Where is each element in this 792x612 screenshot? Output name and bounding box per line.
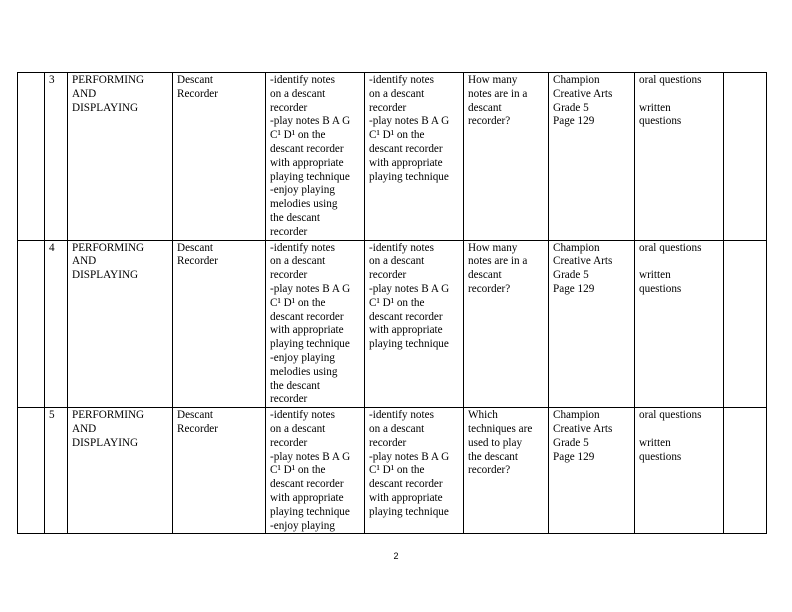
cell-line: Grade 5 (553, 269, 589, 282)
cell-line: Grade 5 (553, 436, 589, 449)
cell-line (639, 423, 719, 437)
cell-line: AND (72, 87, 97, 100)
cell-line: notes are in a (468, 255, 528, 268)
table-row (18, 408, 767, 534)
cell-line: 3 (49, 74, 55, 86)
cell-line: playing technique (369, 505, 449, 518)
cell-learning-experiences (365, 408, 464, 534)
cell-resources (549, 240, 635, 408)
cell-line: on a descant (270, 255, 326, 268)
cell-line: PERFORMING (72, 409, 145, 422)
cell-week (45, 240, 68, 408)
cell-line: 5 (49, 409, 55, 422)
cell-line: C¹ D¹ on the (369, 129, 425, 142)
cell-line: recorder (369, 101, 407, 114)
cell-line: playing technique (369, 170, 449, 183)
cell-line: recorder (270, 393, 308, 406)
cell-line: the descant (468, 450, 519, 463)
cell-line: notes are in a (468, 87, 528, 100)
cell-line: questions (639, 115, 682, 128)
cell-assessment (635, 408, 724, 534)
cell-line: with appropriate (270, 156, 344, 169)
cell-line: recorder (369, 436, 407, 449)
cell-line: recorder? (468, 282, 511, 295)
cell-line: recorder (270, 436, 308, 449)
cell-learning-experiences (365, 73, 464, 241)
cell-resources (549, 73, 635, 241)
cell-line: Recorder (177, 422, 218, 435)
cell-specific-outcomes (266, 73, 365, 241)
cell-line: -play notes B A G (270, 282, 351, 295)
cell-specific-outcomes (266, 408, 365, 534)
cell-line: descant recorder (270, 478, 344, 491)
cell-line: descant recorder (369, 142, 443, 155)
cell-line: on a descant (369, 422, 425, 435)
cell-line: How many (468, 74, 518, 86)
cell-line: oral questions (639, 74, 702, 86)
cell-line: written (639, 436, 671, 449)
cell-line: -play notes B A G (369, 282, 450, 295)
cell-remarks (724, 408, 767, 534)
cell-line: -identify notes (270, 409, 335, 422)
cell-line: C¹ D¹ on the (270, 296, 326, 309)
cell-line: the descant (270, 211, 321, 224)
cell-line: descant (468, 269, 502, 282)
cell-line: playing technique (270, 505, 350, 518)
cell-learning-experiences (365, 240, 464, 408)
cell-line: Page 129 (553, 450, 595, 463)
cell-line: with appropriate (369, 491, 443, 504)
cell-line: -identify notes (369, 74, 434, 86)
cell-assessment (635, 240, 724, 408)
cell-line: descant recorder (369, 478, 443, 491)
table-body (18, 73, 767, 534)
cell-line: with appropriate (270, 324, 344, 337)
table-row (18, 73, 767, 241)
cell-key-inquiry-question (464, 73, 549, 241)
cell-line: Page 129 (553, 282, 595, 295)
cell-line: descant recorder (270, 310, 344, 323)
cell-line: 4 (49, 241, 55, 254)
cell-line: -play notes B A G (270, 450, 351, 463)
cell-line: DISPLAYING (72, 101, 139, 114)
cell-week (45, 408, 68, 534)
cell-remarks (724, 73, 767, 241)
cell-line: the descant (270, 379, 321, 392)
cell-blank (18, 240, 45, 408)
cell-assessment (635, 73, 724, 241)
cell-line: Creative Arts (553, 255, 613, 268)
cell-line: AND (72, 422, 97, 435)
cell-line: Which (468, 409, 498, 422)
cell-line: DISPLAYING (72, 436, 139, 449)
cell-line: Recorder (177, 255, 218, 268)
cell-line: Descant (177, 74, 214, 86)
cell-line: Champion (553, 74, 600, 86)
cell-line: recorder (270, 225, 308, 238)
cell-line: recorder (369, 269, 407, 282)
cell-line: recorder? (468, 464, 511, 477)
cell-line: PERFORMING (72, 74, 145, 86)
cell-line (639, 88, 719, 102)
cell-line: written (639, 269, 671, 282)
cell-sub-strand (173, 408, 266, 534)
cell-line: melodies using (270, 365, 338, 378)
cell-line: recorder (270, 269, 308, 282)
cell-line: playing technique (270, 338, 350, 351)
cell-line: -identify notes (369, 409, 434, 422)
cell-line: C¹ D¹ on the (270, 464, 326, 477)
cell-line: recorder? (468, 115, 511, 128)
cell-line: Creative Arts (553, 87, 613, 100)
cell-line: Recorder (177, 87, 218, 100)
cell-line: questions (639, 450, 682, 463)
cell-line: on a descant (270, 422, 326, 435)
cell-line: melodies using (270, 198, 338, 211)
cell-line: with appropriate (270, 491, 344, 504)
cell-line: DISPLAYING (72, 269, 139, 282)
cell-strand (68, 73, 173, 241)
cell-line: questions (639, 282, 682, 295)
cell-key-inquiry-question (464, 408, 549, 534)
cell-line: -identify notes (369, 241, 434, 254)
cell-line: -enjoy playing (270, 351, 335, 364)
cell-line: descant recorder (270, 142, 344, 155)
cell-line: Champion (553, 241, 600, 254)
cell-line: used to play (468, 436, 523, 449)
cell-line: Descant (177, 241, 214, 254)
cell-line: Champion (553, 409, 600, 422)
cell-line: -enjoy playing (270, 519, 335, 532)
cell-strand (68, 408, 173, 534)
cell-key-inquiry-question (464, 240, 549, 408)
cell-line: oral questions (639, 241, 702, 254)
cell-line: PERFORMING (72, 241, 145, 254)
cell-line: -play notes B A G (369, 450, 450, 463)
cell-strand (68, 240, 173, 408)
cell-line: -play notes B A G (369, 115, 450, 128)
cell-line: C¹ D¹ on the (270, 129, 326, 142)
cell-line: on a descant (369, 87, 425, 100)
cell-line: -identify notes (270, 74, 335, 86)
page-number: 2 (393, 551, 399, 561)
cell-line: on a descant (270, 87, 326, 100)
cell-line: -play notes B A G (270, 115, 351, 128)
cell-sub-strand (173, 73, 266, 241)
cell-line: oral questions (639, 409, 702, 422)
table-row (18, 240, 767, 408)
scheme-of-work-table (17, 72, 767, 534)
cell-line: with appropriate (369, 156, 443, 169)
cell-line: Creative Arts (553, 422, 613, 435)
cell-line: with appropriate (369, 324, 443, 337)
cell-line: -identify notes (270, 241, 335, 254)
cell-blank (18, 73, 45, 241)
cell-line: recorder (270, 101, 308, 114)
cell-line: Grade 5 (553, 101, 589, 114)
cell-line: written (639, 101, 671, 114)
cell-line: C¹ D¹ on the (369, 464, 425, 477)
cell-line: descant recorder (369, 310, 443, 323)
cell-line: -enjoy playing (270, 184, 335, 197)
cell-week (45, 73, 68, 241)
cell-line: AND (72, 255, 97, 268)
cell-line: playing technique (369, 338, 449, 351)
cell-line: descant (468, 101, 502, 114)
cell-line: C¹ D¹ on the (369, 296, 425, 309)
cell-resources (549, 408, 635, 534)
cell-line: techniques are (468, 422, 533, 435)
cell-line: Descant (177, 409, 214, 422)
cell-line: playing technique (270, 170, 350, 183)
cell-line (639, 255, 719, 269)
cell-sub-strand (173, 240, 266, 408)
cell-specific-outcomes (266, 240, 365, 408)
cell-line: Page 129 (553, 115, 595, 128)
cell-remarks (724, 240, 767, 408)
cell-line: How many (468, 241, 518, 254)
cell-blank (18, 408, 45, 534)
cell-line: on a descant (369, 255, 425, 268)
